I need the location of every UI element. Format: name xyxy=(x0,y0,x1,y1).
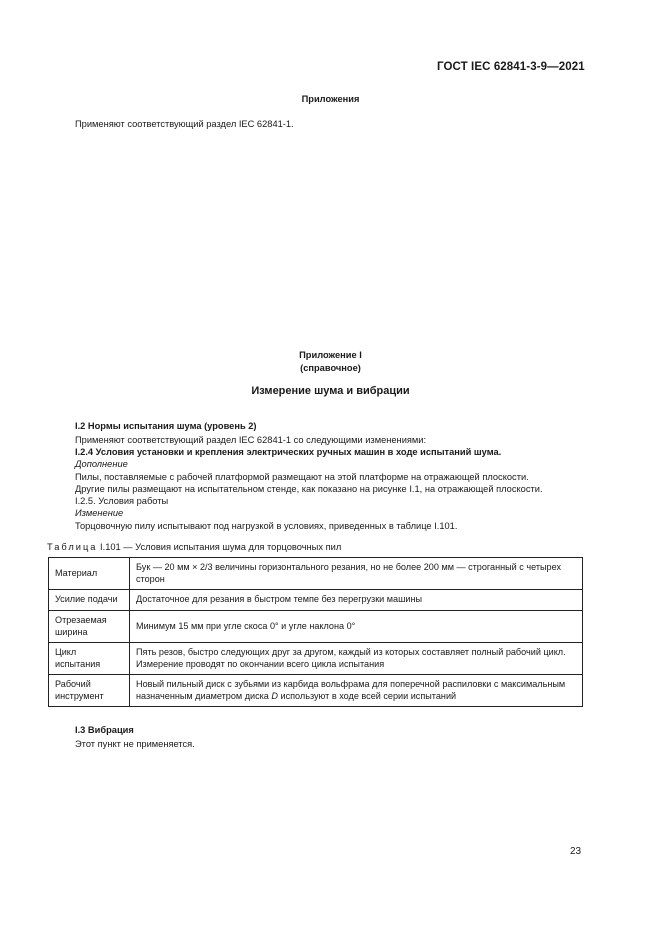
annex-i-heading: Измерение шума и вибрации xyxy=(251,385,410,397)
table-caption xyxy=(47,541,341,553)
addition-label: Дополнение xyxy=(75,459,128,469)
standard-designation: ГОСТ IEC 62841-3-9—2021 xyxy=(437,61,585,73)
table-cell-value: Достаточное для резания в быстром темпе без перегрузки машины xyxy=(130,590,583,611)
addition-line-2: Другие пилы размещают на испытательном стенде, как показано на рисунке I.1, на отражающей плоскости. xyxy=(75,484,543,494)
section-i24-title: I.2.4 Условия установки и крепления электрических ручных машин в ходе испытаний шума. xyxy=(75,447,502,457)
annex-i-title: Приложение I xyxy=(299,350,362,360)
section-i2-text: Применяют соответствующий раздел IEC 62841-1 со следующими изменениями: xyxy=(75,435,427,445)
section-i2-title: I.2 Нормы испытания шума (уровень 2) xyxy=(75,421,257,431)
table-label: Таблица xyxy=(47,542,98,552)
annexes-title: Приложения xyxy=(301,94,360,104)
page-number: 23 xyxy=(570,846,582,857)
table-row xyxy=(49,643,583,675)
table-cell-value: Бук — 20 мм × 2/3 величины горизонтального резания, но не более 200 мм — строганный с четырех сторон xyxy=(130,558,583,590)
table-cell-value xyxy=(130,675,583,707)
change-text: Торцовочную пилу испытывают под нагрузкой в условиях, приведенных в таблице I.101. xyxy=(75,521,458,531)
section-i3-title: I.3 Вибрация xyxy=(75,725,134,735)
value-part-2: используют в ходе всей серии испытаний xyxy=(277,690,457,701)
table-row xyxy=(49,558,583,590)
table-cell-value: Пять резов, быстро следующих друг за другом, каждый из которых составляет полный рабочий цикл. Измерение проводят по окончании всего цикла испытания xyxy=(130,643,583,675)
table-caption-text: I.101 — Условия испытания шума для торцовочных пил xyxy=(100,542,342,552)
table-cell-param: Цикл испытания xyxy=(49,643,130,675)
value-part-1: Новый пильный диск с зубьями из карбида вольфрама для поперечной распиловки с максимальным назначенным диаметром диска xyxy=(136,679,566,701)
table-row xyxy=(49,611,583,643)
change-label: Изменение xyxy=(75,508,124,518)
section-i3-text: Этот пункт не применяется. xyxy=(75,739,195,749)
table-cell-param: Рабочий инструмент xyxy=(49,675,130,707)
annex-i-subtitle: (справочное) xyxy=(300,363,361,373)
table-cell-param: Усилие подачи xyxy=(49,590,130,611)
value-italic-d: D xyxy=(271,690,278,701)
table-row xyxy=(49,590,583,611)
annexes-text: Применяют соответствующий раздел IEC 62841-1. xyxy=(75,119,294,129)
table-cell-param: Отрезаемая ширина xyxy=(49,611,130,643)
section-i25-title: I.2.5. Условия работы xyxy=(75,496,169,506)
noise-test-table xyxy=(48,557,583,707)
table-cell-param: Материал xyxy=(49,558,130,590)
table-row xyxy=(49,675,583,707)
table-cell-value: Минимум 15 мм при угле скоса 0° и угле наклона 0° xyxy=(130,611,583,643)
addition-line-1: Пилы, поставляемые с рабочей платформой размещают на этой платформе на отражающей плоскости. xyxy=(75,472,529,482)
